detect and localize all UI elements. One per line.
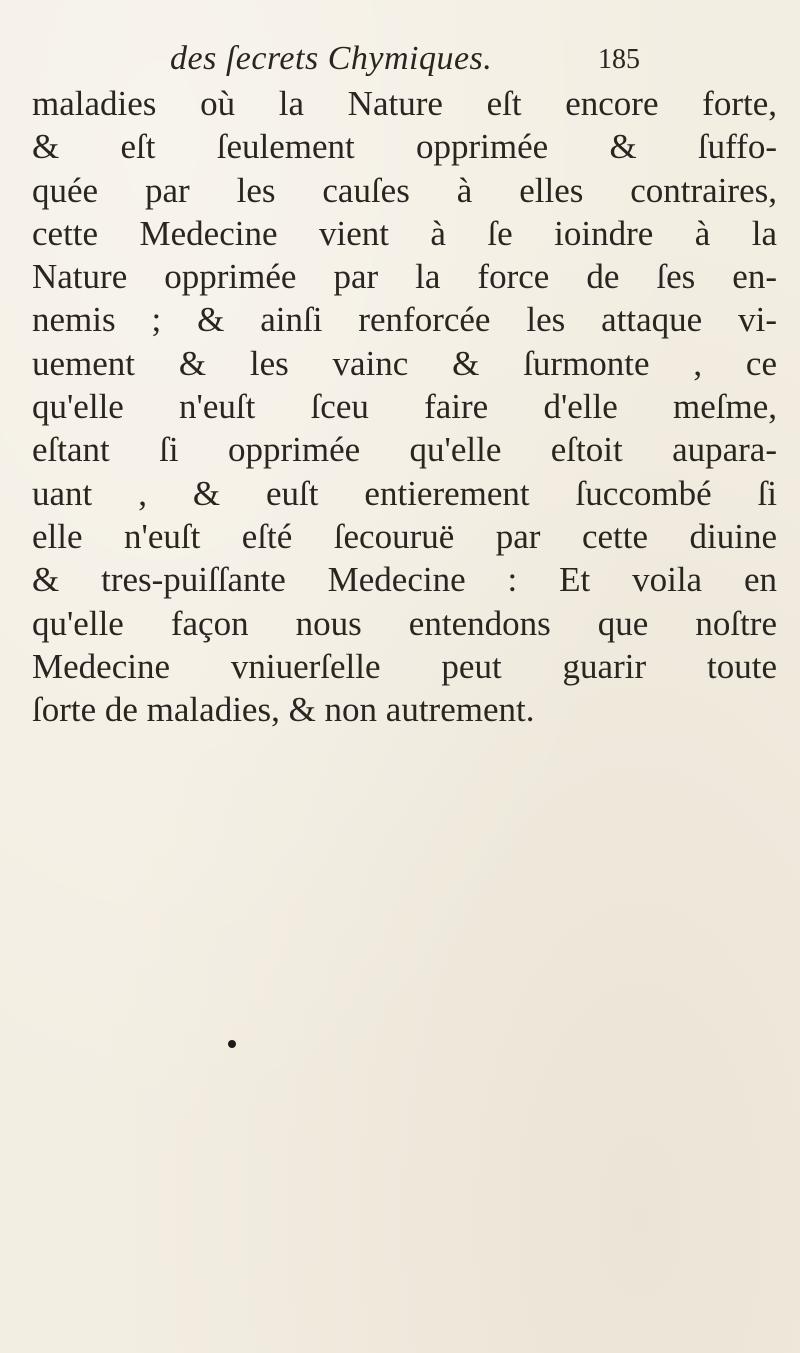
text-line: Nature opprimée par la force de ſes en- — [32, 257, 777, 297]
text-line: qu'elle n'euſt ſceu faire d'elle meſme, — [32, 387, 777, 427]
text-line: ſorte de maladies, & non autrement. — [32, 690, 535, 730]
running-title: des ſecrets Chymiques. — [170, 40, 493, 77]
text-line: nemis ; & ainſi renforcée les attaque vi- — [32, 300, 777, 340]
text-line: & eſt ſeulement opprimée & ſuffo- — [32, 127, 777, 167]
ink-speck — [228, 1040, 236, 1048]
text-line: eſtant ſi opprimée qu'elle eſtoit aupara- — [32, 430, 777, 470]
text-line: Medecine vniuerſelle peut guarir toute — [32, 646, 777, 686]
text-line: qu'elle façon nous entendons que noſtre — [32, 603, 777, 643]
text-line: & tres-puiſſante Medecine : Et voila en — [32, 560, 777, 600]
page-number: 185 — [598, 44, 640, 75]
body-text — [32, 82, 777, 731]
text-line: quée par les cauſes à elles contraires, — [32, 170, 777, 210]
text-line: uement & les vainc & ſurmonte , ce — [32, 343, 777, 383]
text-line: cette Medecine vient à ſe ioindre à la — [32, 213, 777, 253]
text-line: maladies où la Nature eſt encore forte, — [32, 84, 777, 123]
text-line: uant , & euſt entierement ſuccombé ſi — [32, 473, 777, 513]
text-line: elle n'euſt eſté ſecouruë par cette diuine — [32, 516, 777, 556]
